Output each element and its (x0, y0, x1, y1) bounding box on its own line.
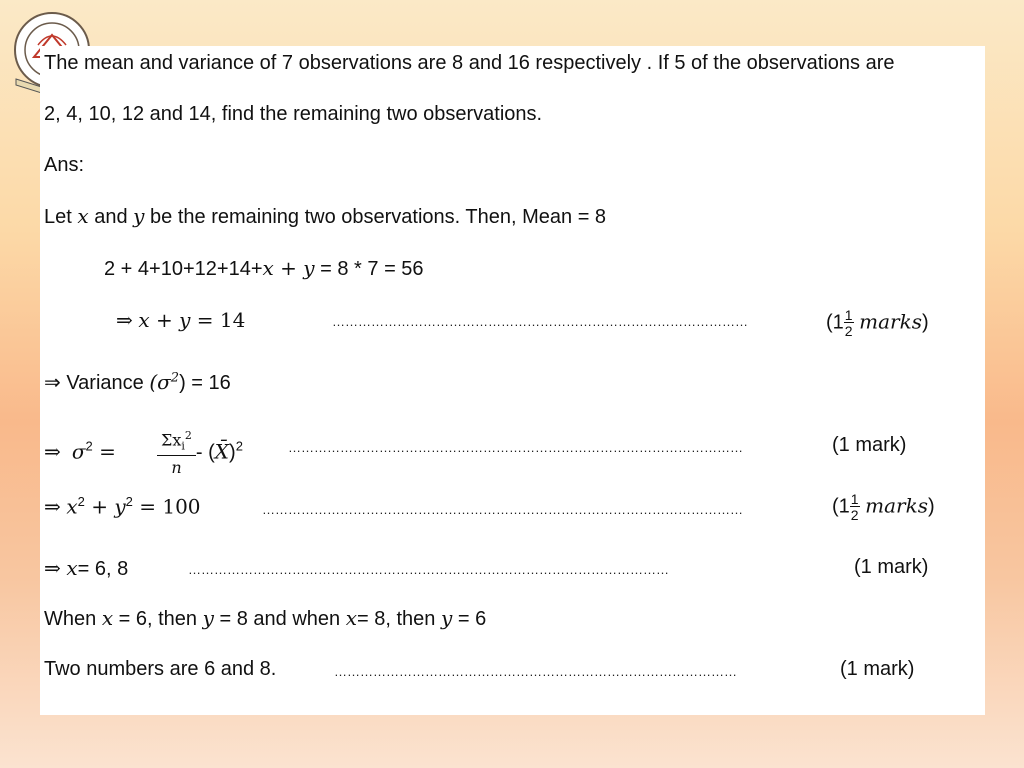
question-line-2 (44, 103, 542, 126)
sup: 2 (85, 438, 93, 454)
dot-leader-4 (188, 562, 669, 577)
plus-sign: + (84, 494, 115, 519)
sum-x: Σx (161, 430, 182, 450)
y-value: = 6 (457, 608, 487, 630)
minus-open: - ( (195, 441, 215, 464)
squares-line (44, 494, 201, 520)
implies-arrow: ⇒ (44, 494, 61, 519)
answer-label (44, 154, 84, 177)
variance-text: ⇒ Variance (44, 372, 144, 394)
sup: 2 (77, 494, 85, 509)
question-line-1 (44, 52, 895, 75)
var-y: y (179, 308, 191, 332)
answer-sheet (40, 46, 985, 715)
when-line (44, 606, 486, 631)
implies-arrow: ⇒ (44, 556, 61, 580)
variance-formula (44, 430, 243, 476)
close-paren: ) (229, 441, 236, 464)
dot-leader-3 (262, 502, 743, 517)
implies-arrow: ⇒ (116, 308, 133, 332)
mark-open: (1 (832, 495, 850, 518)
var-x: x (262, 256, 274, 280)
dot-leader-2 (288, 440, 743, 455)
sigma-group (149, 370, 179, 394)
and-when-text: = 8 and when (219, 608, 341, 630)
equals-sign: = (92, 439, 116, 464)
sigma: σ (71, 439, 86, 464)
sub: i (181, 439, 185, 453)
sup: 2 (184, 429, 192, 442)
question-text-2: 2, 4, 10, 12 and 14, find the remaining two observations. (44, 103, 543, 125)
dots: ………………………………………………………………………………………………… (262, 502, 743, 517)
half-fraction (850, 492, 860, 522)
marks-label-1 (826, 308, 929, 338)
sup: 2 (170, 370, 180, 386)
then-text: = 6, then (118, 608, 198, 630)
sum-terms: 2 + 4+10+12+14+ (104, 258, 263, 280)
sum-equation (104, 256, 424, 281)
dot-leader-1 (332, 314, 748, 329)
x-bar: X̄ (214, 439, 230, 464)
x-values-line (44, 556, 128, 581)
let-rest-text: be the remaining two observations. Then, Mean = 8 (150, 206, 607, 228)
let-text: Let (44, 206, 72, 228)
implies-arrow: ⇒ (44, 439, 61, 464)
var-y: y (114, 494, 126, 519)
dots: ………………………………………………………………………………………………… (188, 562, 669, 577)
mark-close: ) (922, 311, 929, 334)
mark-text: (1 mark) (854, 556, 929, 578)
mark-close: ) (928, 495, 935, 518)
plus-sign: + (149, 308, 180, 332)
var-y: y (303, 256, 315, 280)
denominator: 2 (844, 323, 853, 339)
sigma: (σ (149, 370, 171, 394)
equals-14: = 14 (190, 308, 246, 332)
marks-label-2 (832, 434, 906, 457)
marks-word: marks (865, 493, 928, 518)
marks-label-4 (854, 556, 928, 579)
when-text: When (44, 608, 97, 630)
denominator: 2 (850, 507, 859, 523)
dots: …………………………………………………………………………………………… (288, 440, 743, 455)
mark-text: (1 mark) (832, 434, 907, 456)
plus-sign: + (273, 256, 304, 280)
conclusion-text: Two numbers are 6 and 8. (44, 658, 277, 680)
marks-label-5 (840, 658, 914, 681)
denominator: n (171, 457, 182, 477)
equals-100: = 100 (132, 494, 201, 519)
marks-word: marks (859, 309, 922, 334)
var-x: x (77, 204, 89, 228)
half-fraction (844, 308, 854, 338)
conclusion-line (44, 658, 276, 681)
marks-label-3 (832, 492, 935, 522)
dot-leader-5 (334, 664, 737, 679)
var-y: y (202, 606, 214, 630)
sum-result: = 8 * 7 = 56 (314, 258, 424, 280)
numerator (157, 430, 196, 456)
variance-line (44, 370, 231, 395)
mark-text: (1 mark) (840, 658, 915, 680)
and-text: and (94, 206, 128, 228)
dots: ………………………………………………………………………………… (334, 664, 737, 679)
x-values: = 6, 8 (77, 558, 129, 580)
let-line (44, 204, 606, 229)
sup: 2 (125, 494, 133, 509)
then-text-2: = 8, then (357, 608, 436, 630)
mark-open: (1 (826, 311, 844, 334)
var-y: y (440, 606, 453, 630)
ans-text: Ans: (44, 154, 85, 176)
numerator: 1 (850, 491, 859, 507)
var-x: x (66, 556, 78, 580)
var-x: x (345, 606, 357, 630)
question-text-1: The mean and variance of 7 observations are 8 and 16 respectively . If 5 of the observations are (44, 52, 895, 74)
sum-over-n-fraction (157, 430, 196, 476)
var-y: y (133, 204, 145, 228)
sup: 2 (235, 438, 243, 454)
numerator: 1 (844, 307, 853, 323)
var-x: x (138, 308, 150, 332)
x-plus-y-line (116, 308, 245, 333)
var-x: x (66, 494, 78, 519)
variance-value: ) = 16 (179, 372, 231, 394)
dots: …………………………………………………………………………………… (332, 314, 748, 329)
var-x: x (101, 606, 114, 630)
